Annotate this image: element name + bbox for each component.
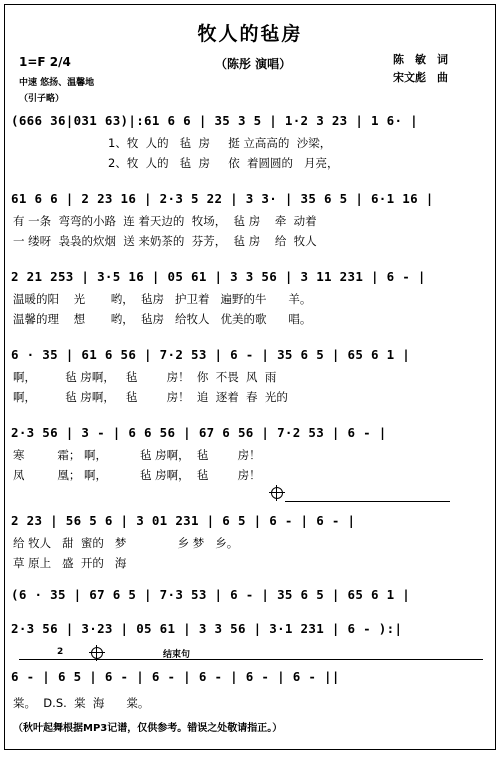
transcription-note: （秋叶起舞根据MP3记谱，仅供参考。错误之处敬请指正。） [13,723,283,734]
lyric-row-5-verse-1: 寒 霜； 啊， 毡 房啊， 毡 房！ [13,448,261,462]
lyric-row-3-verse-2: 温馨的理 想 哟， 毡房 给牧人 优美的歌 唱。 [13,312,312,326]
song-title: 牧人的毡房 [197,23,303,45]
lyric-row-4-verse-1: 啊， 毡 房啊， 毡 房！ 你 不畏 风 雨 [13,370,277,384]
ending-bracket-line [19,659,483,660]
volta-bracket-line [285,501,450,502]
lyric-row-3-verse-1: 温暖的阳 光 哟， 毡房 护卫着 遍野的牛 羊。 [13,292,312,306]
lyric-row-5-verse-2: 凤 凰； 啊， 毡 房啊， 毡 房！ [13,468,261,482]
lyric-row-2-verse-1: 有 一条 弯弯的小路 连 着天边的 牧场， 毡 房 牵 动着 [13,214,317,228]
key-signature: 1=F 2/4 [19,55,71,69]
performer-credit: （陈彤 演唱） [215,57,292,71]
lyric-row-6-verse-1: 给 牧人 甜 蜜的 梦 乡 梦 乡。 [13,536,239,550]
score-row-7: (6 · 35 | 67 6 5 | 7·3 53 | 6 - | 35 6 5 | 65 6 1 | [11,587,411,602]
score-row-2: 61 6 6 | 2 23 16 | 2·3 5 22 | 3 3· | 35 6 5 | 6·1 16 | [11,191,434,206]
score-row-6: 2 23 | 56 5 6 | 3 01 231 | 6 5 | 6 - | 6 - | [11,513,356,528]
intro-note: （引子略） [19,94,65,104]
score-row-3: 2 21 253 | 3·5 16 | 05 61 | 3 3 56 | 3 11 231 | 6 - | [11,269,426,284]
ending-label: 结束句 [163,650,191,660]
lyric-row-1-verse-2: 2、牧 人的 毡 房 依 着圆圆的 月亮， [13,156,339,170]
score-page [4,4,496,750]
lyric-row-1-verse-1: 1、牧 人的 毡 房 挺 立高高的 沙梁， [13,136,332,150]
lyric-row-2-verse-2: 一 缕呀 袅袅的炊烟 送 来奶茶的 芬芳， 毡 房 给 牧人 [13,234,317,248]
composer-credit: 宋文彪 曲 [393,71,448,84]
lyricist-credit: 陈 敏 词 [393,53,448,66]
score-row-1: (666 36|031 63)|:61 6 6 | 35 3 5 | 1·2 3 23 | 1 6· | [11,113,418,128]
score-row-8: 2·3 56 | 3·23 | 05 61 | 3 3 56 | 3·1 231 | 6 - ):| [11,621,403,636]
tempo-marking: 中速 悠扬、温馨地 [19,78,95,88]
lyric-row-6-verse-2: 草 原上 盛 开的 海 [13,556,127,570]
coda-sign [91,647,103,659]
lyric-row-4-verse-2: 啊， 毡 房啊， 毡 房！ 追 逐着 春 光的 [13,390,288,404]
lyric-row-9: 棠。 D.S. 棠 海 棠。 [13,696,150,710]
segno-sign [271,487,283,499]
score-row-5: 2·3 56 | 3 - | 6 6 56 | 67 6 56 | 7·2 53 | 6 - | [11,425,387,440]
score-row-9: 6 - | 6 5 | 6 - | 6 - | 6 - | 6 - | 6 - || [11,669,340,684]
score-row-4: 6 · 35 | 61 6 56 | 7·2 53 | 6 - | 35 6 5 | 65 6 1 | [11,347,411,362]
volta-number: 2 [57,647,64,657]
